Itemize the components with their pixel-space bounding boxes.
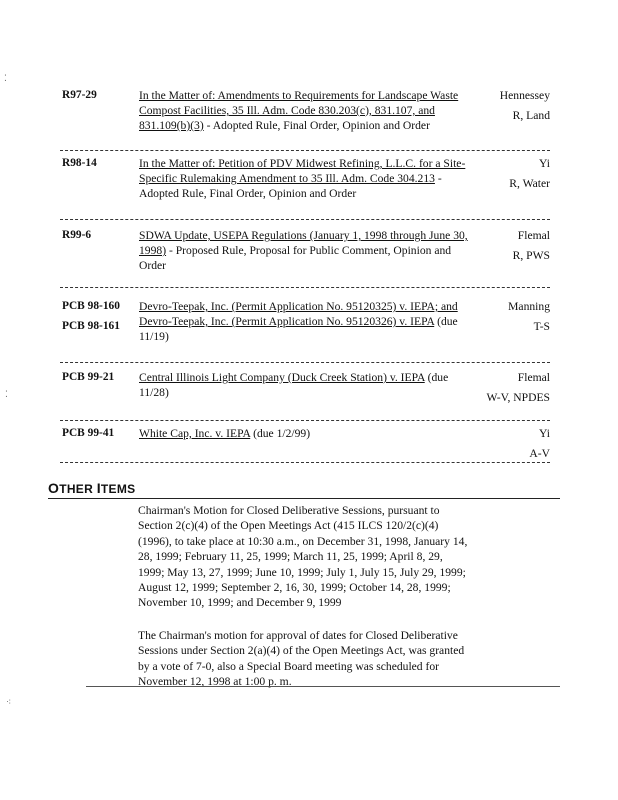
case-type: R, Land	[512, 109, 550, 122]
case-action: - Proposed Rule, Proposal for Public Comment, Opinion and Order	[139, 244, 452, 272]
case-type: W-V, NPDES	[486, 391, 550, 404]
case-title-link[interactable]: Devro-Teepak, Inc. (Permit Application No. 95120325) v. IEPA; and Devro-Teepak, Inc. (Permit Application No. 95120326) v. IEPA	[139, 300, 458, 328]
case-number: PCB 98-160	[62, 300, 120, 312]
board-member: Yi	[539, 157, 550, 170]
row-divider	[60, 219, 550, 220]
section-heading: OTHER ITEMS	[48, 480, 136, 496]
case-title-link[interactable]: Central Illinois Light Company (Duck Creek Station) v. IEPA	[139, 371, 425, 384]
board-member: Hennessey	[499, 89, 550, 102]
case-title-link[interactable]: In the Matter of: Amendments to Requirements for Landscape Waste Compost Facilities, 35 Ill. Adm. Code 830.203(c), 831.107, and 831.109(b)(3)	[139, 89, 459, 132]
row-divider	[60, 420, 550, 421]
scan-artifact: ⁚	[5, 390, 8, 400]
case-number: PCB 99-21	[62, 371, 115, 383]
row-divider	[60, 362, 550, 363]
case-type: R, PWS	[512, 249, 550, 262]
motion-result-paragraph: The Chairman's motion for approval of dates for Closed Deliberative Sessions under Section 2(a)(4) of the Open Meetings Act, was granted by a vote of 7-0, also a Special Board meeting was scheduled for November 12, 1998 at 1:00 p. m.	[138, 629, 465, 689]
case-number: R99-6	[62, 229, 92, 241]
motion-paragraph: Chairman's Motion for Closed Deliberative Sessions, pursuant to Section 2(c)(4) of the Open Meetings Act (415 ILCS 120/2(c)(4)(1996), to take place at 10:30 a.m., on December 31, 1998, January 14, 28, 1999; February 11, 25, 1999; March 11, 25, 1999; April 8, 29, 1999; May 13, 27, 1999; June 10, 1999; July 1, July 15, July 29, 1999; August 12, 1999; September 2, 16, 30, 1999; October 14, 28, 1999; November 10, 1999; and December 9, 1999	[138, 504, 468, 610]
case-action: (due 11/19)	[139, 315, 458, 343]
case-assignment	[460, 426, 550, 461]
scan-artifact: ⁚	[4, 74, 7, 84]
case-action: - Adopted Rule, Final Order, Opinion and Order	[139, 172, 442, 200]
case-title-link[interactable]: SDWA Update, USEPA Regulations (January 1, 1998 through June 30, 1998)	[139, 229, 468, 257]
case-type: A-V	[529, 447, 550, 460]
case-type: R, Water	[509, 177, 550, 190]
board-member: Flemal	[517, 371, 550, 384]
case-assignment	[480, 370, 550, 405]
case-assignment	[460, 156, 550, 191]
case-type: T-S	[533, 320, 550, 333]
case-action: (due 1/2/99)	[250, 427, 311, 440]
row-divider	[60, 150, 550, 151]
case-action: (due 11/28)	[139, 371, 449, 399]
row-divider	[60, 287, 550, 288]
case-title-link[interactable]: White Cap, Inc. v. IEPA	[139, 427, 251, 440]
case-description	[139, 88, 479, 133]
case-description	[139, 426, 479, 441]
case-assignment	[460, 88, 550, 123]
case-number: PCB 99-41	[62, 427, 115, 439]
case-assignment	[460, 228, 550, 263]
section-bottom-rule	[86, 686, 560, 687]
board-member: Flemal	[517, 229, 550, 242]
case-number-secondary: PCB 98-161	[62, 320, 120, 332]
case-number: R98-14	[62, 157, 97, 169]
section-rule	[48, 498, 560, 499]
row-divider	[60, 462, 550, 463]
case-description	[139, 370, 479, 400]
case-description	[139, 228, 479, 273]
case-number: R97-29	[62, 89, 97, 101]
case-description	[139, 156, 479, 201]
scan-artifact: ⁖	[6, 698, 12, 708]
board-member: Yi	[539, 427, 550, 440]
case-assignment	[460, 299, 550, 334]
board-member: Manning	[508, 300, 550, 313]
case-description	[139, 299, 479, 344]
case-action: - Adopted Rule, Final Order, Opinion and Order	[203, 119, 430, 132]
case-title-link[interactable]: In the Matter of: Petition of PDV Midwest Refining, L.L.C. for a Site-Specific Rulemaking Amendment to 35 Ill. Adm. Code 304.213	[139, 157, 466, 185]
